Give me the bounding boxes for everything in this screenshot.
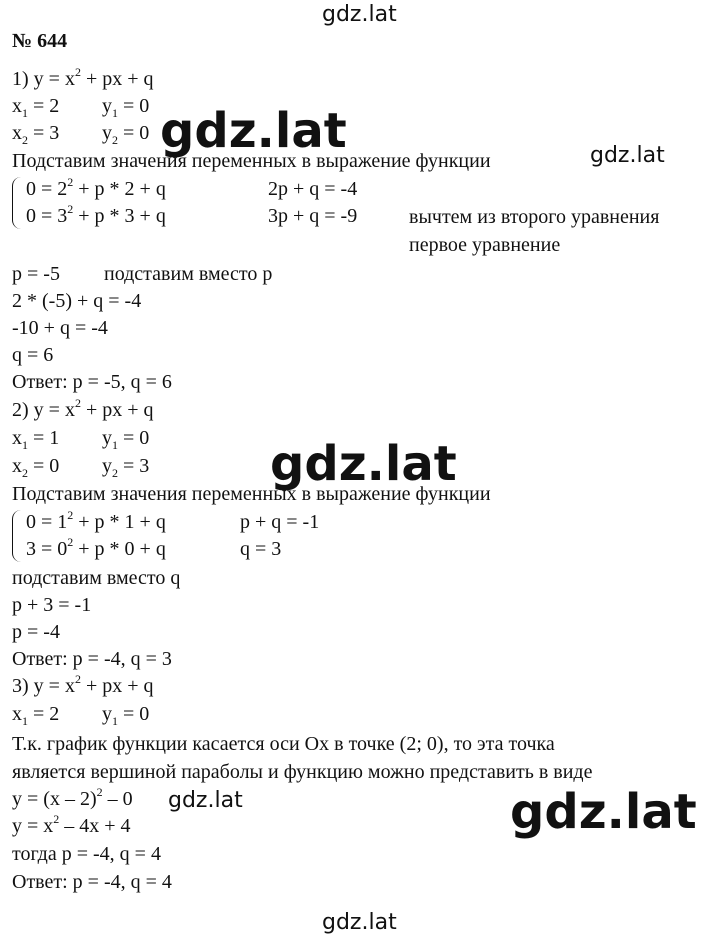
p3-text-line2: является вершиной параболы и функцию можно представить в виде [12, 761, 593, 783]
p1-step2: -10 + q = -4 [12, 317, 108, 339]
watermark-low-big: gdz.lat [510, 784, 697, 840]
p2-point1: $x_1 = 1$ [12, 427, 60, 452]
p1-note-line2: первое уравнение [409, 234, 561, 256]
p2-eq1-simplified: p + q = -1 [240, 511, 320, 533]
p1-p-value: p = -5 [12, 263, 60, 285]
p1-point2: $x_2 = 3$ [12, 122, 60, 147]
p1-note-line1: вычтем из второго уравнения [409, 206, 660, 228]
p1-eq1-simplified: 2p + q = -4 [268, 178, 358, 200]
p1-eq2: $0 = 3^2 + p * 3 + q$ [26, 202, 166, 227]
p2-point2: $x_2 = 0$ [12, 455, 60, 480]
watermark-mid: gdz.lat [270, 436, 457, 492]
p3-point1: $x_1 = 2$ [12, 703, 60, 728]
p3-expanded-form: $y = x^2 - 4x + 4$ [12, 812, 131, 837]
p1-substitute-text: Подставим значения переменных в выражение функции [12, 150, 491, 172]
problem-title: № 644 [12, 30, 68, 52]
p2-eq1: $0 = 1^2 + p * 1 + q$ [26, 508, 166, 533]
p2-eq2: $3 = 0^2 + p * 0 + q$ [26, 535, 166, 560]
p2-substitute-q: подставим вместо q [12, 567, 181, 589]
p1-eq1: $0 = 2^2 + p * 2 + q$ [26, 175, 166, 200]
p2-substitute-text: Подставим значения переменных в выражение функции [12, 483, 491, 505]
p3-point1-y: $y_1 = 0$ [102, 703, 150, 728]
p2-function: 2) $y = x^2$ + px + q [12, 396, 154, 421]
p2-point2-y: $y_2 = 3$ [102, 455, 150, 480]
p1-point1-y: $y_1 = 0$ [102, 95, 150, 120]
p1-answer: Ответ: p = -5, q = 6 [12, 371, 172, 393]
watermark-big: gdz.lat [160, 103, 347, 159]
p3-then: тогда p = -4, q = 4 [12, 843, 161, 865]
p1-eq2-simplified: 3p + q = -9 [268, 205, 358, 227]
p2-eq2-simplified: q = 3 [240, 538, 282, 560]
p1-system-brace [12, 177, 21, 229]
p1-p-note: подставим вместо p [104, 263, 273, 285]
p1-step3: q = 6 [12, 344, 54, 366]
watermark-low-small: gdz.lat [168, 788, 243, 813]
p2-system-brace [12, 510, 21, 562]
p1-point2-y: $y_2 = 0$ [102, 122, 150, 147]
p3-answer: Ответ: p = -4, q = 4 [12, 871, 172, 893]
p1-function: 1) $y = x^2$ + px + q [12, 65, 154, 90]
p2-point1-y: $y_1 = 0$ [102, 427, 150, 452]
p3-text-line1: Т.к. график функции касается оси Ox в точке (2; 0), то эта точка [12, 733, 555, 755]
watermark-bottom: gdz.lat [322, 910, 397, 935]
watermark-top: gdz.lat [322, 2, 397, 27]
p2-step1: p + 3 = -1 [12, 594, 92, 616]
p1-step1: 2 * (-5) + q = -4 [12, 290, 142, 312]
p2-answer: Ответ: p = -4, q = 3 [12, 648, 172, 670]
watermark-right: gdz.lat [590, 143, 665, 168]
p2-step2: p = -4 [12, 621, 60, 643]
p1-point1: $x_1 = 2$ [12, 95, 60, 120]
p3-vertex-form: y = (x – 2)$^2$ – 0 [12, 785, 133, 810]
p3-function: 3) $y = x^2$ + px + q [12, 672, 154, 697]
